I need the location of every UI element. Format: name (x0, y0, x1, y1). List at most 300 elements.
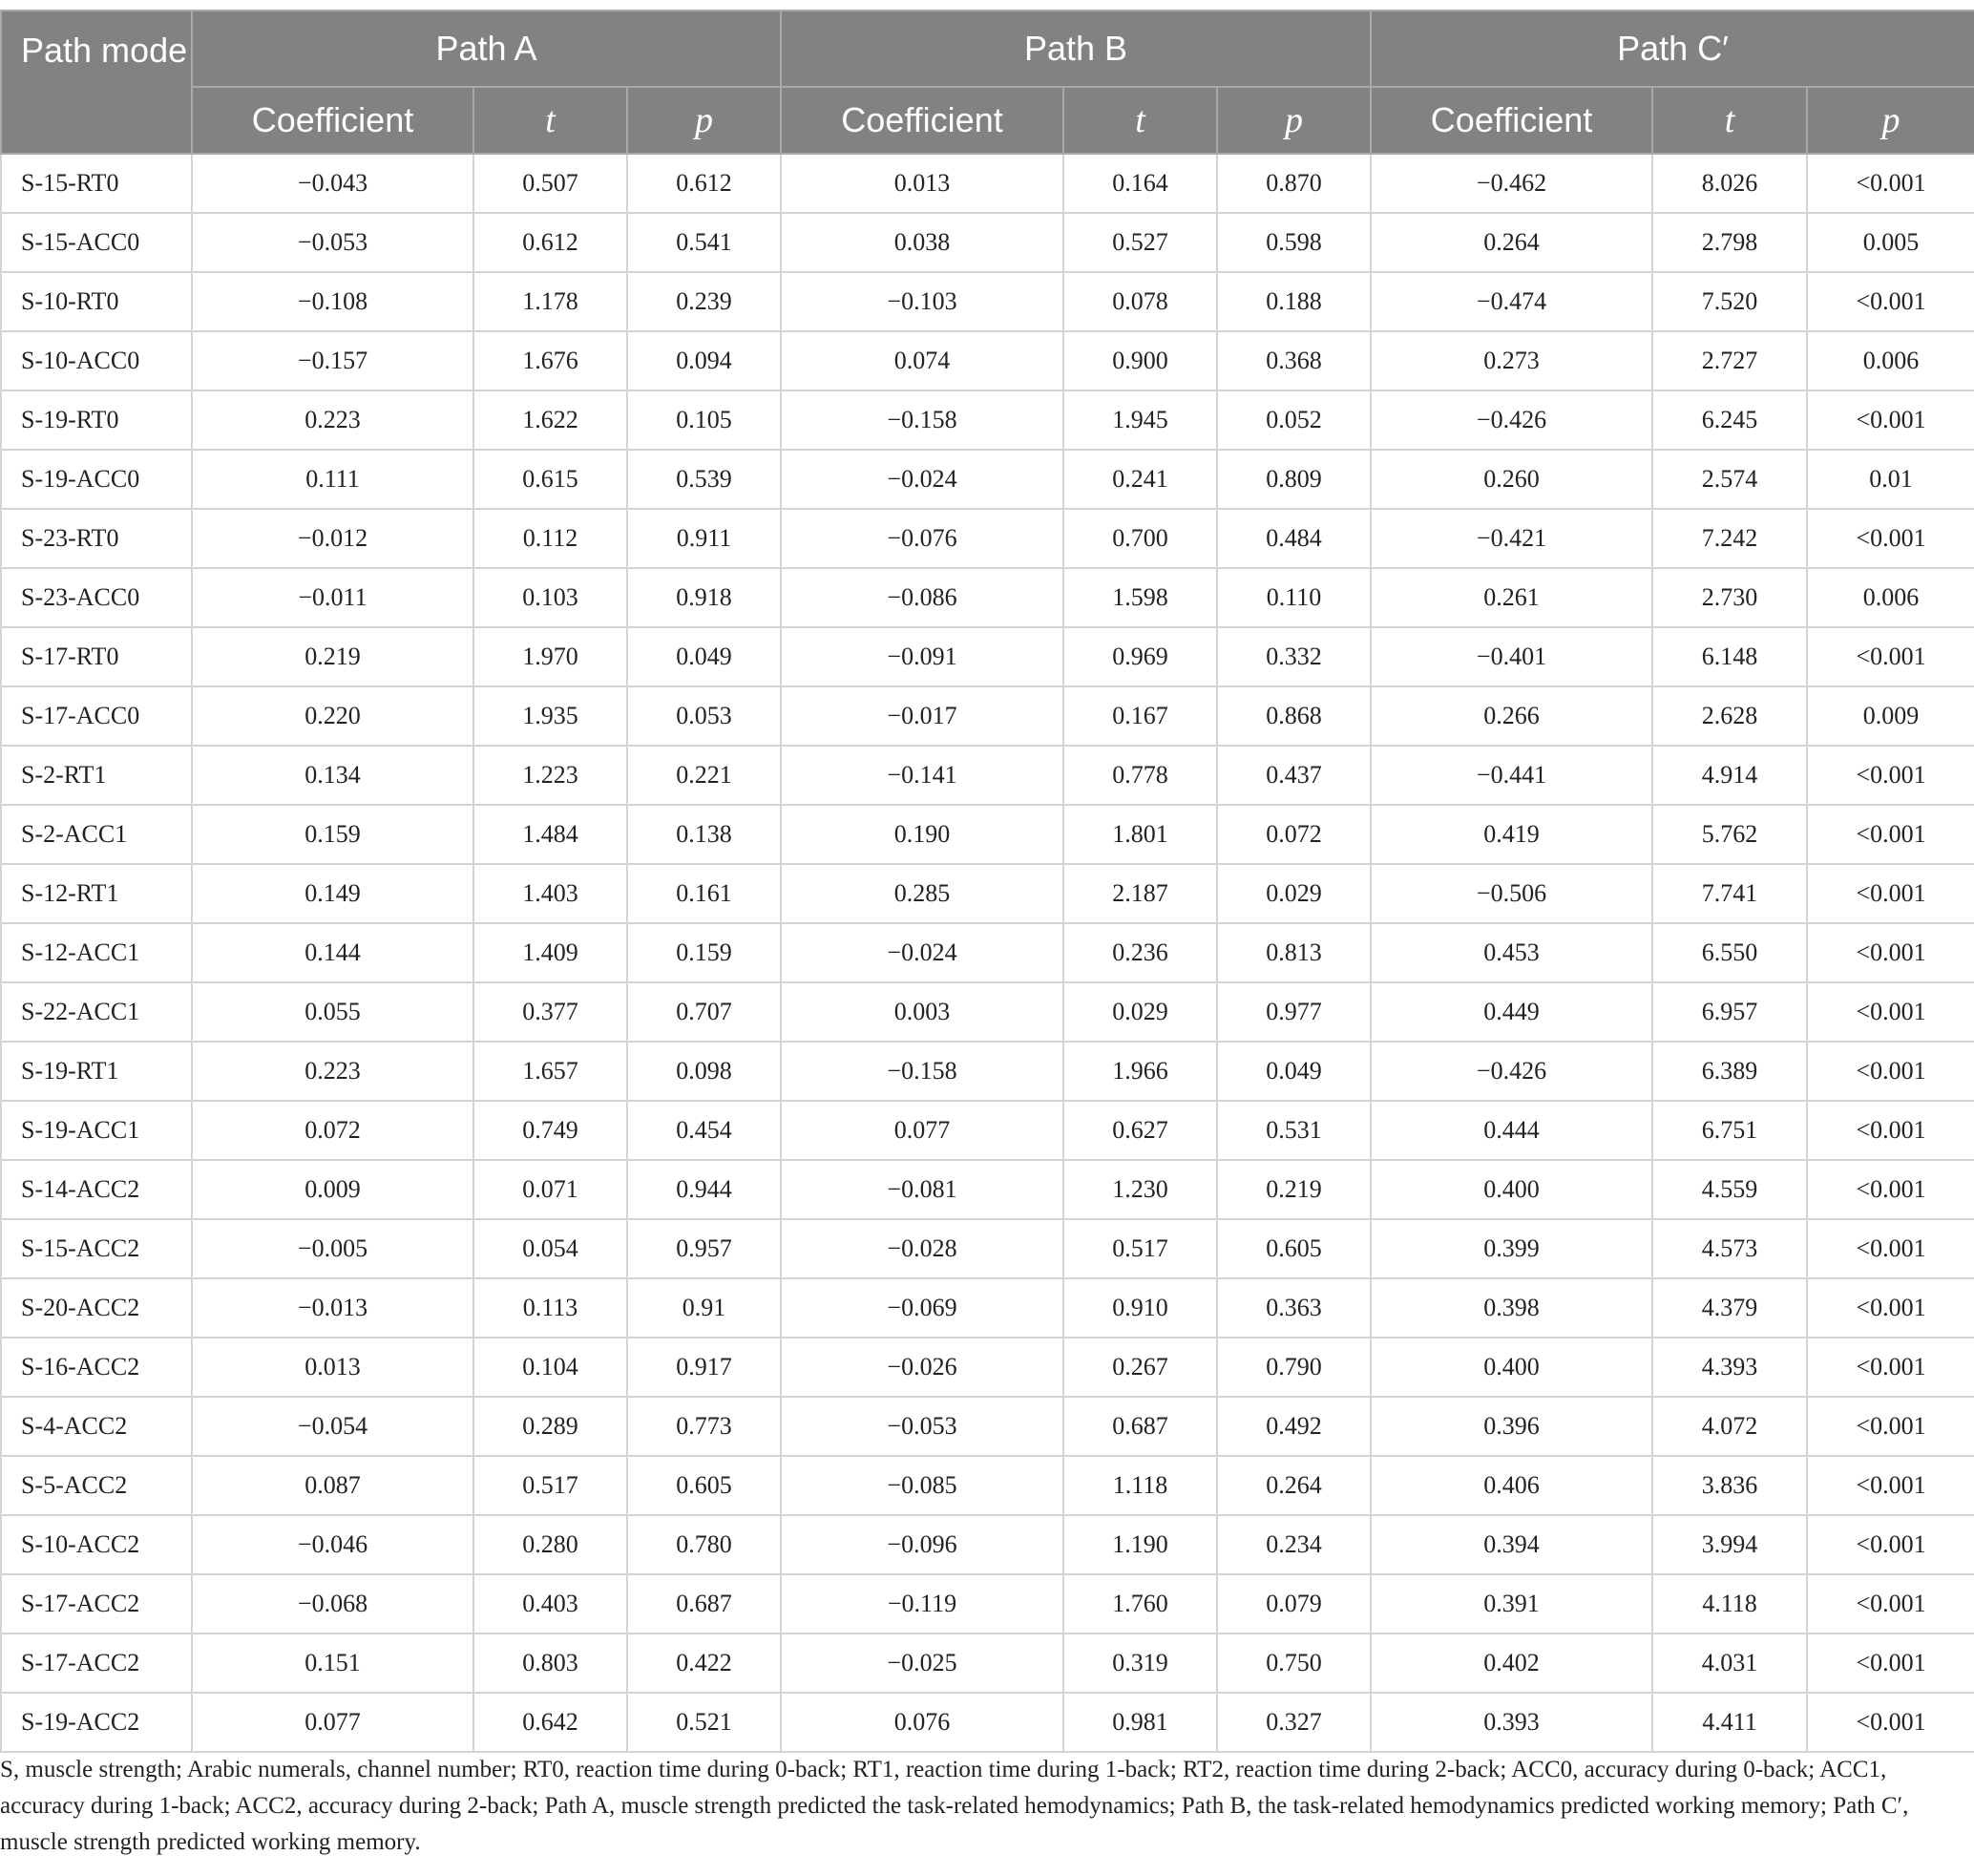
p-cell: 0.91 (627, 1278, 781, 1338)
table-row (1, 864, 1974, 923)
coefficient-cell: −0.043 (192, 154, 473, 213)
t-cell: 0.803 (473, 1634, 627, 1693)
p-cell: 0.239 (627, 272, 781, 331)
t-cell: 0.236 (1063, 923, 1217, 982)
subheader-p: p (1217, 87, 1371, 154)
t-cell: 0.969 (1063, 627, 1217, 686)
table-header (1, 11, 1974, 154)
coefficient-cell: 0.038 (781, 213, 1063, 272)
t-cell: 0.103 (473, 568, 627, 627)
t-cell: 7.520 (1652, 272, 1807, 331)
table-row (1, 568, 1974, 627)
path-mode-cell: S-19-RT0 (1, 390, 192, 450)
t-cell: 5.762 (1652, 805, 1807, 864)
coefficient-cell: −0.421 (1371, 509, 1652, 568)
p-cell: <0.001 (1807, 1219, 1974, 1278)
subheader-t: t (1063, 87, 1217, 154)
t-cell: 1.223 (473, 746, 627, 805)
table-row (1, 1397, 1974, 1456)
t-cell: 1.801 (1063, 805, 1217, 864)
table-row (1, 331, 1974, 390)
t-cell: 6.148 (1652, 627, 1807, 686)
subheader-coefficient: Coefficient (781, 87, 1063, 154)
t-cell: 3.994 (1652, 1515, 1807, 1574)
coefficient-cell: 0.144 (192, 923, 473, 982)
path-mode-cell: S-17-ACC0 (1, 686, 192, 746)
coefficient-cell: −0.069 (781, 1278, 1063, 1338)
p-cell: <0.001 (1807, 1693, 1974, 1752)
coefficient-cell: −0.085 (781, 1456, 1063, 1515)
p-cell: 0.072 (1217, 805, 1371, 864)
p-cell: 0.521 (627, 1693, 781, 1752)
coefficient-cell: −0.053 (781, 1397, 1063, 1456)
t-cell: 4.118 (1652, 1574, 1807, 1634)
p-cell: 0.780 (627, 1515, 781, 1574)
table-row (1, 1042, 1974, 1101)
p-cell: 0.918 (627, 568, 781, 627)
t-cell: 6.957 (1652, 982, 1807, 1042)
p-cell: 0.234 (1217, 1515, 1371, 1574)
path-mode-cell: S-10-RT0 (1, 272, 192, 331)
t-cell: 0.627 (1063, 1101, 1217, 1160)
coefficient-cell: 0.013 (781, 154, 1063, 213)
p-cell: 0.492 (1217, 1397, 1371, 1456)
p-cell: 0.049 (627, 627, 781, 686)
coefficient-cell: −0.017 (781, 686, 1063, 746)
t-cell: 1.178 (473, 272, 627, 331)
coefficient-cell: 0.260 (1371, 450, 1652, 509)
coefficient-cell: 0.419 (1371, 805, 1652, 864)
table-row (1, 450, 1974, 509)
coefficient-cell: −0.426 (1371, 1042, 1652, 1101)
table-row (1, 1693, 1974, 1752)
path-mode-cell: S-16-ACC2 (1, 1338, 192, 1397)
t-cell: 0.642 (473, 1693, 627, 1752)
coefficient-cell: 0.393 (1371, 1693, 1652, 1752)
coefficient-cell: 0.223 (192, 1042, 473, 1101)
t-cell: 0.403 (473, 1574, 627, 1634)
table-row (1, 686, 1974, 746)
path-mode-cell: S-19-ACC2 (1, 1693, 192, 1752)
t-cell: 6.389 (1652, 1042, 1807, 1101)
p-cell: <0.001 (1807, 1515, 1974, 1574)
p-cell: <0.001 (1807, 1574, 1974, 1634)
table-row (1, 1219, 1974, 1278)
subheader-t: t (1652, 87, 1807, 154)
t-cell: 0.071 (473, 1160, 627, 1219)
t-cell: 0.164 (1063, 154, 1217, 213)
t-cell: 1.409 (473, 923, 627, 982)
coefficient-cell: 0.074 (781, 331, 1063, 390)
table-row (1, 1515, 1974, 1574)
coefficient-cell: −0.013 (192, 1278, 473, 1338)
coefficient-cell: 0.444 (1371, 1101, 1652, 1160)
t-cell: 2.628 (1652, 686, 1807, 746)
t-cell: 2.727 (1652, 331, 1807, 390)
table-row (1, 509, 1974, 568)
p-cell: 0.605 (627, 1456, 781, 1515)
path-mode-cell: S-22-ACC1 (1, 982, 192, 1042)
p-cell: <0.001 (1807, 746, 1974, 805)
t-cell: 0.615 (473, 450, 627, 509)
path-mode-cell: S-17-ACC2 (1, 1574, 192, 1634)
coefficient-cell: −0.024 (781, 923, 1063, 982)
coefficient-cell: 0.087 (192, 1456, 473, 1515)
t-cell: 0.517 (1063, 1219, 1217, 1278)
path-mode-cell: S-17-RT0 (1, 627, 192, 686)
p-cell: 0.098 (627, 1042, 781, 1101)
t-cell: 4.393 (1652, 1338, 1807, 1397)
table-footnote: S, muscle strength; Arabic numerals, channel number; RT0, reaction time during 0-back; RT1, reaction time during 1-back; RT2, reaction time during 2-back; ACC0, accuracy during 0-back; ACC1, accuracy during 1-back; ACC2, accuracy during 2-back; Path A, muscle strength predicted the task-related hemodynamics; Path B, the task-related hemodynamics predicted working memory; Path C′, muscle strength predicted working memory. (0, 1757, 1909, 1855)
t-cell: 1.676 (473, 331, 627, 390)
t-cell: 0.981 (1063, 1693, 1217, 1752)
coefficient-cell: −0.506 (1371, 864, 1652, 923)
t-cell: 1.484 (473, 805, 627, 864)
p-cell: 0.868 (1217, 686, 1371, 746)
t-cell: 2.187 (1063, 864, 1217, 923)
coefficient-cell: −0.012 (192, 509, 473, 568)
t-cell: 4.411 (1652, 1693, 1807, 1752)
coefficient-cell: 0.077 (192, 1693, 473, 1752)
t-cell: 1.945 (1063, 390, 1217, 450)
path-mode-cell: S-12-RT1 (1, 864, 192, 923)
coefficient-cell: −0.103 (781, 272, 1063, 331)
table-row (1, 154, 1974, 213)
t-cell: 4.031 (1652, 1634, 1807, 1693)
p-cell: 0.327 (1217, 1693, 1371, 1752)
coefficient-cell: 0.400 (1371, 1160, 1652, 1219)
coefficient-cell: 0.453 (1371, 923, 1652, 982)
coefficient-cell: 0.134 (192, 746, 473, 805)
coefficient-cell: 0.398 (1371, 1278, 1652, 1338)
p-cell: 0.687 (627, 1574, 781, 1634)
t-cell: 0.900 (1063, 331, 1217, 390)
p-cell: 0.079 (1217, 1574, 1371, 1634)
table-row (1, 390, 1974, 450)
p-cell: 0.006 (1807, 568, 1974, 627)
t-cell: 4.559 (1652, 1160, 1807, 1219)
coefficient-cell: −0.158 (781, 1042, 1063, 1101)
p-cell: 0.605 (1217, 1219, 1371, 1278)
coefficient-cell: −0.068 (192, 1574, 473, 1634)
p-cell: 0.009 (1807, 686, 1974, 746)
p-cell: 0.094 (627, 331, 781, 390)
t-cell: 0.267 (1063, 1338, 1217, 1397)
p-cell: 0.977 (1217, 982, 1371, 1042)
p-cell: <0.001 (1807, 1042, 1974, 1101)
coefficient-cell: 0.151 (192, 1634, 473, 1693)
p-cell: 0.029 (1217, 864, 1371, 923)
coefficient-cell: 0.396 (1371, 1397, 1652, 1456)
path-mode-cell: S-14-ACC2 (1, 1160, 192, 1219)
coefficient-cell: 0.219 (192, 627, 473, 686)
t-cell: 0.167 (1063, 686, 1217, 746)
p-cell: <0.001 (1807, 509, 1974, 568)
p-cell: 0.541 (627, 213, 781, 272)
table-row (1, 1574, 1974, 1634)
path-mode-cell: S-2-RT1 (1, 746, 192, 805)
coefficient-cell: 0.003 (781, 982, 1063, 1042)
path-mode-cell: S-23-ACC0 (1, 568, 192, 627)
t-cell: 0.527 (1063, 213, 1217, 272)
coefficient-cell: 0.402 (1371, 1634, 1652, 1693)
t-cell: 6.751 (1652, 1101, 1807, 1160)
coefficient-cell: −0.026 (781, 1338, 1063, 1397)
coefficient-cell: 0.449 (1371, 982, 1652, 1042)
coefficient-cell: −0.024 (781, 450, 1063, 509)
coefficient-cell: −0.119 (781, 1574, 1063, 1634)
coefficient-cell: 0.264 (1371, 213, 1652, 272)
t-cell: 0.377 (473, 982, 627, 1042)
coefficient-cell: −0.005 (192, 1219, 473, 1278)
p-cell: 0.707 (627, 982, 781, 1042)
t-cell: 0.289 (473, 1397, 627, 1456)
t-cell: 1.190 (1063, 1515, 1217, 1574)
coefficient-cell: 0.394 (1371, 1515, 1652, 1574)
p-cell: 0.813 (1217, 923, 1371, 982)
header-path-a: Path A (192, 11, 781, 87)
p-cell: 0.219 (1217, 1160, 1371, 1219)
path-mode-cell: S-15-RT0 (1, 154, 192, 213)
p-cell: <0.001 (1807, 923, 1974, 982)
path-mode-cell: S-4-ACC2 (1, 1397, 192, 1456)
p-cell: <0.001 (1807, 1101, 1974, 1160)
t-cell: 0.700 (1063, 509, 1217, 568)
p-cell: 0.422 (627, 1634, 781, 1693)
table-row (1, 1456, 1974, 1515)
coefficient-cell: 0.076 (781, 1693, 1063, 1752)
path-mode-cell: S-23-RT0 (1, 509, 192, 568)
p-cell: 0.161 (627, 864, 781, 923)
table-row (1, 627, 1974, 686)
path-mode-cell: S-10-ACC0 (1, 331, 192, 390)
header-path-c-prime: Path C′ (1371, 11, 1974, 87)
t-cell: 0.612 (473, 213, 627, 272)
t-cell: 1.657 (473, 1042, 627, 1101)
p-cell: 0.870 (1217, 154, 1371, 213)
t-cell: 0.078 (1063, 272, 1217, 331)
p-cell: 0.368 (1217, 331, 1371, 390)
t-cell: 1.403 (473, 864, 627, 923)
t-cell: 0.507 (473, 154, 627, 213)
p-cell: 0.598 (1217, 213, 1371, 272)
t-cell: 1.935 (473, 686, 627, 746)
p-cell: 0.110 (1217, 568, 1371, 627)
mediation-results-table (0, 10, 1974, 1753)
t-cell: 4.379 (1652, 1278, 1807, 1338)
coefficient-cell: −0.158 (781, 390, 1063, 450)
t-cell: 1.966 (1063, 1042, 1217, 1101)
coefficient-cell: 0.220 (192, 686, 473, 746)
subheader-coefficient: Coefficient (1371, 87, 1652, 154)
p-cell: 0.437 (1217, 746, 1371, 805)
p-cell: <0.001 (1807, 1634, 1974, 1693)
t-cell: 2.574 (1652, 450, 1807, 509)
t-cell: 0.687 (1063, 1397, 1217, 1456)
subheader-p: p (627, 87, 781, 154)
p-cell: 0.944 (627, 1160, 781, 1219)
p-cell: <0.001 (1807, 390, 1974, 450)
coefficient-cell: 0.149 (192, 864, 473, 923)
coefficient-cell: 0.055 (192, 982, 473, 1042)
table-row (1, 1160, 1974, 1219)
t-cell: 4.914 (1652, 746, 1807, 805)
coefficient-cell: 0.013 (192, 1338, 473, 1397)
coefficient-cell: 0.261 (1371, 568, 1652, 627)
t-cell: 4.573 (1652, 1219, 1807, 1278)
t-cell: 0.778 (1063, 746, 1217, 805)
p-cell: 0.332 (1217, 627, 1371, 686)
t-cell: 0.749 (473, 1101, 627, 1160)
p-cell: 0.809 (1217, 450, 1371, 509)
coefficient-cell: 0.266 (1371, 686, 1652, 746)
path-mode-cell: S-20-ACC2 (1, 1278, 192, 1338)
path-mode-cell: S-19-RT1 (1, 1042, 192, 1101)
coefficient-cell: −0.076 (781, 509, 1063, 568)
coefficient-cell: −0.401 (1371, 627, 1652, 686)
p-cell: <0.001 (1807, 1397, 1974, 1456)
t-cell: 2.730 (1652, 568, 1807, 627)
coefficient-cell: 0.400 (1371, 1338, 1652, 1397)
p-cell: 0.053 (627, 686, 781, 746)
coefficient-cell: −0.462 (1371, 154, 1652, 213)
p-cell: 0.773 (627, 1397, 781, 1456)
subheader-coefficient: Coefficient (192, 87, 473, 154)
p-cell: 0.957 (627, 1219, 781, 1278)
t-cell: 7.242 (1652, 509, 1807, 568)
t-cell: 7.741 (1652, 864, 1807, 923)
header-path-mode: Path mode (1, 11, 192, 154)
table-row (1, 923, 1974, 982)
t-cell: 1.598 (1063, 568, 1217, 627)
coefficient-cell: −0.474 (1371, 272, 1652, 331)
coefficient-cell: −0.086 (781, 568, 1063, 627)
p-cell: <0.001 (1807, 1278, 1974, 1338)
path-mode-cell: S-5-ACC2 (1, 1456, 192, 1515)
coefficient-cell: −0.081 (781, 1160, 1063, 1219)
p-cell: 0.531 (1217, 1101, 1371, 1160)
p-cell: 0.049 (1217, 1042, 1371, 1101)
coefficient-cell: −0.441 (1371, 746, 1652, 805)
table-row (1, 1101, 1974, 1160)
coefficient-cell: −0.028 (781, 1219, 1063, 1278)
coefficient-cell: 0.159 (192, 805, 473, 864)
path-mode-cell: S-10-ACC2 (1, 1515, 192, 1574)
t-cell: 0.241 (1063, 450, 1217, 509)
path-mode-cell: S-2-ACC1 (1, 805, 192, 864)
mediation-table-container (0, 10, 1974, 1753)
table-row (1, 213, 1974, 272)
t-cell: 1.230 (1063, 1160, 1217, 1219)
p-cell: 0.750 (1217, 1634, 1371, 1693)
path-mode-cell: S-12-ACC1 (1, 923, 192, 982)
coefficient-cell: −0.025 (781, 1634, 1063, 1693)
p-cell: 0.363 (1217, 1278, 1371, 1338)
coefficient-cell: −0.054 (192, 1397, 473, 1456)
t-cell: 0.319 (1063, 1634, 1217, 1693)
p-cell: 0.790 (1217, 1338, 1371, 1397)
p-cell: 0.005 (1807, 213, 1974, 272)
p-cell: 0.539 (627, 450, 781, 509)
p-cell: 0.138 (627, 805, 781, 864)
coefficient-cell: 0.072 (192, 1101, 473, 1160)
t-cell: 8.026 (1652, 154, 1807, 213)
coefficient-cell: −0.426 (1371, 390, 1652, 450)
table-row (1, 1338, 1974, 1397)
t-cell: 0.910 (1063, 1278, 1217, 1338)
t-cell: 0.112 (473, 509, 627, 568)
p-cell: 0.188 (1217, 272, 1371, 331)
t-cell: 0.029 (1063, 982, 1217, 1042)
coefficient-cell: 0.391 (1371, 1574, 1652, 1634)
path-mode-cell: S-19-ACC1 (1, 1101, 192, 1160)
header-path-b: Path B (781, 11, 1371, 87)
subheader-p: p (1807, 87, 1974, 154)
p-cell: <0.001 (1807, 805, 1974, 864)
coefficient-cell: −0.091 (781, 627, 1063, 686)
t-cell: 0.280 (473, 1515, 627, 1574)
t-cell: 0.517 (473, 1456, 627, 1515)
p-cell: 0.01 (1807, 450, 1974, 509)
p-cell: <0.001 (1807, 864, 1974, 923)
coefficient-cell: −0.157 (192, 331, 473, 390)
p-cell: 0.454 (627, 1101, 781, 1160)
p-cell: 0.052 (1217, 390, 1371, 450)
t-cell: 1.622 (473, 390, 627, 450)
t-cell: 4.072 (1652, 1397, 1807, 1456)
coefficient-cell: 0.223 (192, 390, 473, 450)
coefficient-cell: −0.053 (192, 213, 473, 272)
p-cell: 0.264 (1217, 1456, 1371, 1515)
t-cell: 3.836 (1652, 1456, 1807, 1515)
t-cell: 0.054 (473, 1219, 627, 1278)
p-cell: 0.911 (627, 509, 781, 568)
p-cell: <0.001 (1807, 1338, 1974, 1397)
p-cell: 0.612 (627, 154, 781, 213)
t-cell: 1.118 (1063, 1456, 1217, 1515)
p-cell: <0.001 (1807, 1456, 1974, 1515)
t-cell: 1.970 (473, 627, 627, 686)
path-mode-cell: S-19-ACC0 (1, 450, 192, 509)
p-cell: <0.001 (1807, 1160, 1974, 1219)
p-cell: <0.001 (1807, 272, 1974, 331)
t-cell: 6.245 (1652, 390, 1807, 450)
p-cell: 0.006 (1807, 331, 1974, 390)
coefficient-cell: 0.399 (1371, 1219, 1652, 1278)
coefficient-cell: −0.011 (192, 568, 473, 627)
coefficient-cell: 0.111 (192, 450, 473, 509)
coefficient-cell: −0.108 (192, 272, 473, 331)
table-row (1, 746, 1974, 805)
coefficient-cell: −0.141 (781, 746, 1063, 805)
coefficient-cell: 0.190 (781, 805, 1063, 864)
table-row (1, 982, 1974, 1042)
t-cell: 0.104 (473, 1338, 627, 1397)
table-row (1, 1278, 1974, 1338)
coefficient-cell: −0.096 (781, 1515, 1063, 1574)
p-cell: 0.917 (627, 1338, 781, 1397)
subheader-t: t (473, 87, 627, 154)
p-cell: <0.001 (1807, 627, 1974, 686)
table-row (1, 272, 1974, 331)
coefficient-cell: −0.046 (192, 1515, 473, 1574)
t-cell: 2.798 (1652, 213, 1807, 272)
path-mode-cell: S-17-ACC2 (1, 1634, 192, 1693)
coefficient-cell: 0.077 (781, 1101, 1063, 1160)
table-row (1, 805, 1974, 864)
coefficient-cell: 0.406 (1371, 1456, 1652, 1515)
p-cell: 0.105 (627, 390, 781, 450)
